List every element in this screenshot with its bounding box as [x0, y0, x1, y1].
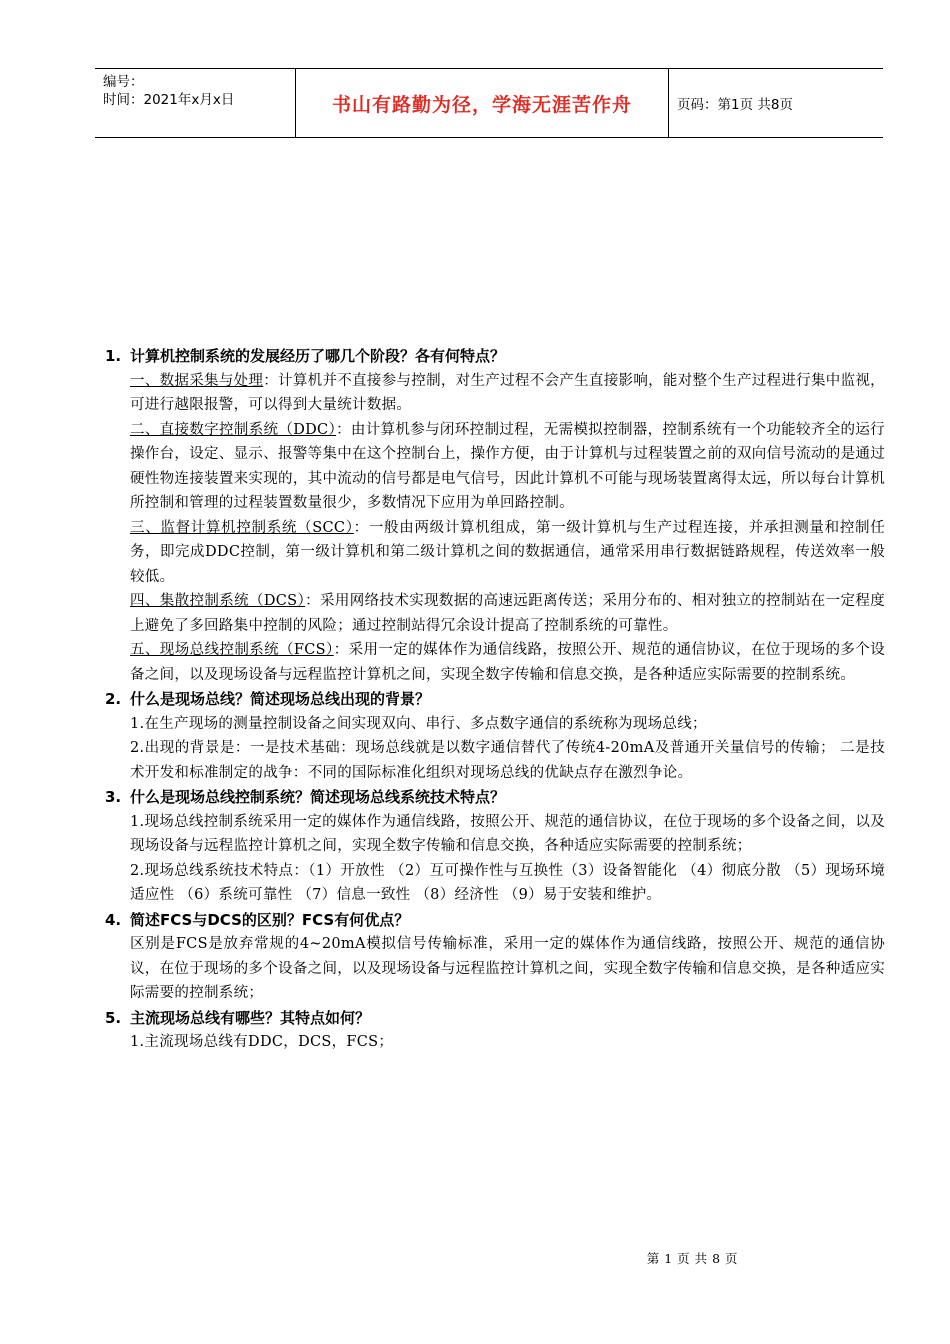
page-label: 页码：第1页 共8页	[677, 97, 793, 113]
header-motto-cell	[295, 69, 669, 137]
question-title: 什么是现场总线控制系统？简述现场总线系统技术特点？	[130, 788, 506, 806]
question-number: 1.	[105, 347, 122, 365]
document-body	[105, 344, 885, 1055]
stage-heading: 五、现场总线控制系统（FCS）	[130, 642, 334, 658]
time-label: 时间：2021年x月x日	[103, 92, 235, 108]
answer-text: ：由计算机参与闭环控制过程，无需模拟控制器，控制系统有一个功能较齐全的运行操作台，设定、显示、报警等集中在这个控制台上，操作方便，由于计算机与过程装置之前的双向信号流动的是通过硬性物连接装置来实现的，其中流动的信号都是电气信号，因此计算机不可能与现场装置离得太远，所以每台计算机所控制和管理的过程装置数量很少，多数情况下应用为单回路控制。	[130, 421, 885, 511]
answer-text: 1.现场总线控制系统采用一定的媒体作为通信线路，按照公开、规范的通信协议，在位于现场的多个设备之间，以及现场设备与远程监控计算机之间，实现全数字传输和信息交换，各种适应实际需要的控制系统；	[130, 813, 885, 854]
answer-text: 1.主流现场总线有DDC，DCS，FCS；	[130, 1034, 394, 1050]
answer-text: ：采用一定的媒体作为通信线路，按照公开、规范的通信协议，在位于现场的多个设备之间，以及现场设备与远程监控计算机之间，实现全数字传输和信息交换，是各种适应实际需要的控制系统。	[130, 642, 885, 683]
answer-text: ：一般由两级计算机组成，第一级计算机与生产过程连接，并承担测量和控制任务，即完成DDC控制，第一级计算机和第二级计算机之间的数据通信，通常采用串行数据链路规程，传送效率一般较低。	[130, 519, 886, 585]
footer-page-number: 第 1 页 共 8 页	[646, 1251, 738, 1266]
question-number: 5.	[105, 1008, 122, 1027]
question-heading	[105, 687, 885, 712]
answer-paragraph	[105, 369, 885, 418]
answer-text: 2.现场总线系统技术特点：（1）开放性 （2）互可操作性与互换性（3）设备智能化 （4）彻底分散 （5）现场环境适应性 （6）系统可靠性 （7）信息一致性 （8）经济性 （9）易于安装和维护。	[130, 862, 885, 903]
answer-paragraph	[105, 516, 885, 590]
stage-heading: 四、集散控制系统（DCS）	[130, 593, 306, 609]
answer-paragraph	[105, 638, 885, 687]
answer-text: 1.在生产现场的测量控制设备之间实现双向、串行、多点数字通信的系统称为现场总线；	[130, 715, 707, 732]
answer-paragraph	[105, 736, 885, 785]
answer-paragraph	[105, 418, 885, 516]
answer-text: 区别是FCS是放弃常规的4~20mA模拟信号传输标准，采用一定的媒体作为通信线路，按照公开、规范的通信协议，在位于现场的多个设备之间，以及现场设备与远程监控计算机之间，实现全数字传输和信息交换，是各种适应实际需要的控制系统；	[130, 936, 885, 1001]
number-label: 编号：	[103, 74, 144, 90]
answer-paragraph	[105, 1030, 885, 1055]
question-heading	[105, 1006, 885, 1031]
question-heading	[105, 908, 885, 933]
question-number: 2.	[105, 690, 122, 708]
question-title: 简述FCS与DCS的区别？FCS有何优点？	[130, 910, 410, 929]
answer-paragraph	[105, 712, 885, 737]
answer-paragraph	[105, 589, 885, 638]
answer-text: ：采用网络技术实现数据的高速远距离传送；采用分布的、相对独立的控制站在一定程度上避免了多回路集中控制的风险；通过控制站得冗余设计提高了控制系统的可靠性。	[130, 593, 885, 634]
stage-heading: 二、直接数字控制系统（DDC）	[130, 421, 337, 438]
answer-text: 2.出现的背景是：一是技术基础：现场总线就是以数字通信替代了传统4-20mA及普通开关量信号的传输； 二是技术开发和标准制定的战争：不同的国际标准化组织对现场总线的优缺点存在激烈争论。	[130, 740, 885, 781]
answer-text: ：计算机并不直接参与控制，对生产过程不会产生直接影响，能对整个生产过程进行集中监视，可进行越限报警，可以得到大量统计数据。	[130, 372, 885, 413]
stage-heading: 三、监督计算机控制系统（SCC）	[130, 519, 354, 536]
question-heading	[105, 785, 885, 810]
question-title: 计算机控制系统的发展经历了哪几个阶段？各有何特点？	[130, 347, 506, 365]
question-title: 主流现场总线有哪些？其特点如何？	[130, 1008, 371, 1027]
page-header	[95, 68, 883, 138]
header-meta	[95, 69, 295, 137]
question-title: 什么是现场总线？简述现场总线出现的背景？	[130, 690, 431, 708]
motto-text: 书山有路勤为径，学海无涯苦作舟	[331, 93, 632, 116]
answer-paragraph	[105, 810, 885, 859]
header-page-cell	[669, 69, 883, 137]
question-number: 3.	[105, 788, 122, 806]
question-heading	[105, 344, 885, 369]
stage-heading: 一、数据采集与处理	[130, 372, 264, 389]
answer-paragraph	[105, 932, 885, 1006]
question-number: 4.	[105, 910, 122, 929]
answer-paragraph	[105, 859, 885, 908]
